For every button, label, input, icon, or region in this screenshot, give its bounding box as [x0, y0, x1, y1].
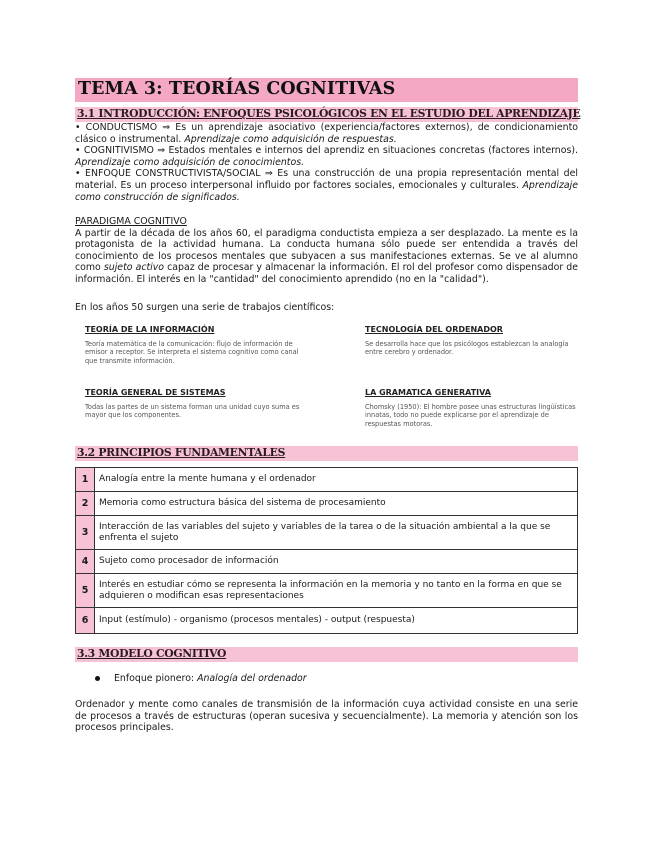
approach-item — [75, 122, 578, 145]
page-title: TEMA 3: TEORÍAS COGNITIVAS — [78, 79, 396, 99]
section-1-heading: 3.1 INTRODUCCIÓN: ENFOQUES PSICOLÓGICOS EN EL ESTUDIO DEL APRENDIZAJE — [77, 107, 581, 120]
work-card — [85, 325, 300, 365]
row-number: 5 — [76, 574, 95, 608]
row-text: Interés en estudiar cómo se representa la información en la memoria y no tanto en la forma en que se adquieren o modifican esas representaciones — [95, 574, 578, 608]
table-row — [76, 468, 578, 492]
section-1-bar — [75, 107, 581, 122]
approach-summary: Aprendizaje como adquisición de conocimientos. — [75, 156, 305, 168]
paradigm-heading: PARADIGMA COGNITIVO — [75, 216, 187, 227]
row-number: 6 — [76, 608, 95, 634]
work-title: LA GRAMATICA GENERATIVA — [365, 388, 491, 397]
approach-item — [75, 145, 578, 168]
row-number: 4 — [76, 550, 95, 574]
section-3-bar — [75, 647, 578, 662]
row-text: Analogía entre la mente humana y el ordenador — [95, 468, 578, 492]
row-number: 1 — [76, 468, 95, 492]
paradigm-block — [75, 216, 578, 286]
work-description: Chomsky (1950): El hombre posee unas estructuras lingüísticas innatas, todo no puede explicarse por el aprendizaje de respuestas motoras. — [365, 403, 576, 428]
title-bar — [75, 78, 578, 102]
paradigm-text-b: capaz de procesar y almacenar la información. El rol del profesor como dispensador de información. El interés en la "cantidad" del conocimiento aprendido (no en la "calidad"). — [75, 262, 579, 285]
work-card — [365, 388, 580, 428]
work-title: TECNOLOGÍA DEL ORDENADOR — [365, 325, 503, 334]
table-row — [76, 608, 578, 634]
table-row — [76, 574, 578, 608]
approach-summary: Aprendizaje como adquisición de respuestas. — [184, 133, 397, 145]
approach-text: • ENFOQUE CONSTRUCTIVISTA/SOCIAL ⇒ Es una construcción de una propia representación mental del material. Es un proceso interpersonal influido por factores sociales, emocionales y culturales. — [75, 168, 578, 191]
approaches-list — [75, 122, 578, 203]
work-description: Teoría matemática de la comunicación: flujo de información de emisor a receptor. Se interpreta el sistema cognitivo como canal que transmite información. — [85, 340, 299, 365]
bullet-italic: Analogía del ordenador — [197, 673, 307, 684]
table-row — [76, 516, 578, 550]
approach-summary: Aprendizaje como construcción de significados. — [75, 179, 578, 203]
work-card — [365, 325, 580, 357]
table-row — [76, 550, 578, 574]
bullet-dot-icon — [95, 676, 100, 681]
work-description: Todas las partes de un sistema forman una unidad cuyo suma es mayor que los componentes. — [85, 403, 300, 420]
work-description: Se desarrolla hace que los psicólogos establezcan la analogía entre cerebro y ordenador. — [365, 340, 569, 357]
model-paragraph — [75, 699, 578, 734]
row-text: Input (estímulo) - organismo (procesos mentales) - output (respuesta) — [95, 608, 578, 634]
section-2-bar — [75, 446, 578, 461]
scientific-works-figure — [85, 325, 576, 445]
table-row — [76, 492, 578, 516]
years-sentence: En los años 50 surgen una serie de trabajos científicos: — [75, 302, 335, 313]
approach-text: • COGNITIVISMO ⇒ Estados mentales e internos del aprendiz en situaciones concretas (factores internos). — [75, 145, 578, 157]
section-2-heading: 3.2 PRINCIPIOS FUNDAMENTALES — [77, 446, 286, 459]
work-card — [85, 388, 300, 420]
paradigm-italic: sujeto activo — [103, 262, 165, 274]
paradigm-text-a: A partir de la década de los años 60, el paradigma conductista empieza a ser desplazado. La mente es la protagonista de la actividad humana. La conducta humana sólo puede ser entendida a través del conocimiento de los procesos mentales que subyacen a sus manifestaciones externas. Se ve al alumno como — [75, 227, 578, 274]
section-3-heading: 3.3 MODELO COGNITIVO — [77, 647, 227, 660]
row-text: Sujeto como procesador de información — [95, 550, 578, 574]
bullet-lead: Enfoque pionero: — [114, 673, 195, 684]
row-number: 2 — [76, 492, 95, 516]
paradigm-paragraph — [75, 228, 578, 286]
pioneer-bullet — [95, 673, 307, 684]
row-number: 3 — [76, 516, 95, 550]
work-title: TEORÍA DE LA INFORMACIÓN — [85, 325, 215, 334]
years-text — [75, 302, 578, 314]
work-title: TEORÍA GENERAL DE SISTEMAS — [85, 388, 226, 397]
approach-text: • CONDUCTISMO ⇒ Es un aprendizaje asociativo (experiencia/factores externos), de condicionamiento clásico o instrumental. — [75, 122, 578, 145]
row-text: Interacción de las variables del sujeto y variables de la tarea o de la situación ambiental a la que se enfrenta el sujeto — [95, 516, 578, 550]
model-text: Ordenador y mente como canales de transmisión de la información cuya actividad consiste en una serie de procesos a través de estructuras (operan sucesiva y secuencialmente). La memoria y atención son los procesos principales. — [75, 699, 578, 734]
row-text: Memoria como estructura básica del sistema de procesamiento — [95, 492, 578, 516]
approach-item — [75, 168, 578, 203]
principles-table — [75, 467, 578, 634]
